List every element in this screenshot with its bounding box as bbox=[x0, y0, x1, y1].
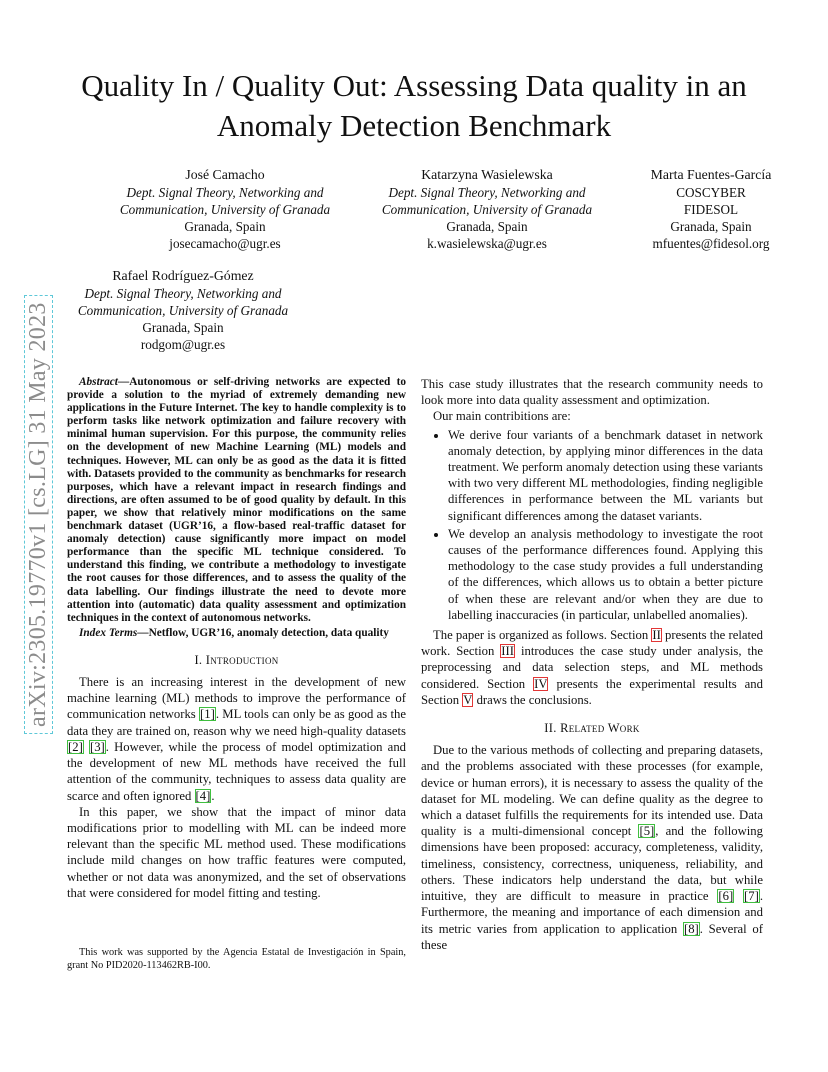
text-run: presents the experimental results and Section bbox=[421, 676, 763, 707]
organization-paragraph bbox=[421, 627, 763, 708]
text-run: draws the conclusions. bbox=[473, 692, 592, 707]
citation-link[interactable]: [5] bbox=[639, 824, 655, 839]
section-title: Introduction bbox=[205, 652, 279, 667]
text-run: Due to the various methods of collecting and preparing datasets, and the problems associated with these processes (for example, device or human errors), it is necessary to assess the quality of the dataset for ML modeling. We can define quality as the degree to which a dataset fulfills the requirements for its intended use. Data quality is a multi-dimensional concept bbox=[421, 743, 763, 839]
section-heading-introduction bbox=[67, 652, 406, 668]
text-run: . However, while the process of model optimization and the development of new ML methods have received the full attention of the community, techniques to assess data quality are scarce and often ignored bbox=[67, 739, 407, 803]
section-number: I. bbox=[194, 652, 203, 667]
section-link[interactable]: III bbox=[501, 644, 514, 659]
section-link[interactable]: V bbox=[463, 692, 473, 707]
author-city: Granada, Spain bbox=[670, 219, 752, 234]
paper-title: Quality In / Quality Out: Assessing Data quality in an Anomaly Detection Benchmark bbox=[81, 68, 747, 143]
author-email[interactable]: rodgom@ugr.es bbox=[140, 337, 226, 352]
author-block-2 bbox=[362, 166, 612, 252]
section-link[interactable]: II bbox=[652, 628, 661, 643]
text-run: . Several of these bbox=[421, 921, 763, 952]
citation-link[interactable]: [8] bbox=[683, 921, 699, 936]
list-item: • We develop an analysis methodology to investigate the root causes of the performance differences found. Applying this methodology to the case study provides a full understanding of the differences, which allows us to obtain a better picture of when these are relevant and/or when they are due to labelling inaccuracies (in particular, unlabelled anomalies). bbox=[448, 526, 763, 623]
text-run: presents the related work. Section bbox=[421, 628, 763, 659]
section-number: II. bbox=[544, 721, 557, 736]
arxiv-identifier[interactable]: arXiv:2305.19770v1 [cs.LG] 31 May 2023 bbox=[24, 295, 53, 734]
author-city: Granada, Spain bbox=[142, 320, 224, 335]
author-block-3 bbox=[616, 166, 806, 252]
author-name: Rafael Rodríguez-Gómez bbox=[112, 268, 254, 283]
text-run: , and the following dimensions have been proposed: accuracy, completeness, validity, timeliness, consistency, correctness, uniqueness, reliability, and others. These indicators help understand the data, but while intuitive, they are difficult to measure in practice bbox=[421, 824, 763, 904]
text-run: introduces the case study under analysis, the preprocessing and data selection steps, and ML methods considered. Section bbox=[421, 644, 763, 691]
author-email[interactable]: josecamacho@ugr.es bbox=[169, 236, 281, 251]
funding-footnote: This work was supported by the Agencia Estatal de Investigación in Spain, grant No PID2020-113462RB-I00. bbox=[67, 947, 406, 971]
contributions-intro: Our main contribitions are: bbox=[433, 409, 571, 424]
author-name: José Camacho bbox=[185, 167, 265, 182]
list-item: • We derive four variants of a benchmark dataset in network anomaly detection, by applying minor differences in the data treatment. We perform anomaly detection using these variants with two very different ML methodologies, finding negligible differences in performance between the ML variants but significant differences among the dataset variants. bbox=[448, 427, 763, 524]
citation-link[interactable]: [6] bbox=[718, 889, 734, 904]
author-affiliation: Communication, University of Granada bbox=[119, 202, 331, 217]
section-heading-related-work bbox=[421, 720, 763, 736]
author-affiliation: Communication, University of Granada bbox=[77, 303, 289, 318]
text-run: . Furthermore, the meaning and importance of each dimension and its metric varies from application to application bbox=[421, 889, 763, 936]
section-title: Related Work bbox=[560, 721, 640, 736]
left-column bbox=[67, 376, 406, 901]
author-block-4 bbox=[58, 267, 308, 353]
author-affiliation: Dept. Signal Theory, Networking and bbox=[84, 286, 282, 301]
text-run: The paper is organized as follows. Section bbox=[433, 628, 652, 643]
author-city: Granada, Spain bbox=[184, 219, 266, 234]
intro-paragraph-1 bbox=[67, 674, 406, 804]
right-column bbox=[421, 376, 763, 953]
author-email[interactable]: mfuentes@fidesol.org bbox=[652, 236, 770, 251]
author-affiliation: Dept. Signal Theory, Networking and bbox=[126, 185, 324, 200]
abstract bbox=[67, 376, 406, 625]
text-run: There is an increasing interest in the development of new machine learning (ML) methods to improve the performance of communication networks bbox=[67, 675, 406, 722]
contributions-list bbox=[421, 427, 763, 623]
author-name: Katarzyna Wasielewska bbox=[421, 167, 553, 182]
text-run: . ML tools can only be as good as the data they are trained on, reason why we need high-quality datasets bbox=[67, 707, 406, 738]
author-block-1 bbox=[100, 166, 350, 252]
author-affiliation: Dept. Signal Theory, Networking and bbox=[388, 185, 586, 200]
index-terms-label: Index Terms bbox=[79, 626, 138, 639]
abstract-text: —Autonomous or self-driving networks are expected to provide a solution to the myriad of extremely demanding new applications in the Future Internet. The key to handle complexity is to perform tasks like network optimization and failure recovery with minimal human supervision. For this purpose, the community relies on the development of new Machine Learning (ML) models and techniques. However, ML can only be as good as the data it is fitted with. Datasets provided to the community as benchmarks for research purposes, which have a relevant impact in research findings and directions, are often assumed to be of good quality by default. In this paper, we show that relatively minor modifications on the same benchmark dataset (UGR’16, a flow-based real-traffic dataset for anomaly detection) cause significantly more impact on model performance than the specific ML technique considered. To understand this finding, we contribute a methodology to investigate the root causes for those differences, and to assess the quality of the data labelling. Our findings illustrate the need to devote more attention into (automatic) data quality assessment and optimization techniques in the context of autonomous networks. bbox=[67, 376, 406, 624]
citation-link[interactable]: [4] bbox=[195, 788, 211, 803]
section-link[interactable]: IV bbox=[534, 676, 548, 691]
index-terms-text: —Netflow, UGR’16, anomaly detection, data quality bbox=[137, 626, 389, 639]
intro-paragraph-2: In this paper, we show that the impact of minor data modifications prior to modelling with ML can be indeed more relevant than the specific ML method used. These modifications include mild changes on how traffic features were computed, whether or not data was anonymized, and the set of observations that were considered for model fitting and testing. bbox=[67, 804, 406, 900]
author-email[interactable]: k.wasielewska@ugr.es bbox=[427, 236, 547, 251]
citation-link[interactable]: [2] bbox=[68, 739, 83, 754]
related-work-paragraph bbox=[421, 742, 763, 953]
author-affiliation: COSCYBER bbox=[676, 185, 746, 200]
citation-link[interactable]: [1] bbox=[200, 707, 215, 722]
abstract-label: Abstract bbox=[79, 376, 118, 388]
author-city: Granada, Spain bbox=[446, 219, 528, 234]
author-name: Marta Fuentes-García bbox=[650, 167, 772, 182]
text-run: . bbox=[211, 788, 215, 803]
author-affiliation: FIDESOL bbox=[683, 202, 739, 217]
case-study-paragraph: This case study illustrates that the research community needs to look more into data quality assessment and optimization. bbox=[421, 377, 763, 408]
citation-link[interactable]: [3] bbox=[89, 739, 105, 754]
author-affiliation: Communication, University of Granada bbox=[381, 202, 593, 217]
index-terms bbox=[67, 627, 406, 640]
citation-link[interactable]: [7] bbox=[744, 889, 759, 904]
